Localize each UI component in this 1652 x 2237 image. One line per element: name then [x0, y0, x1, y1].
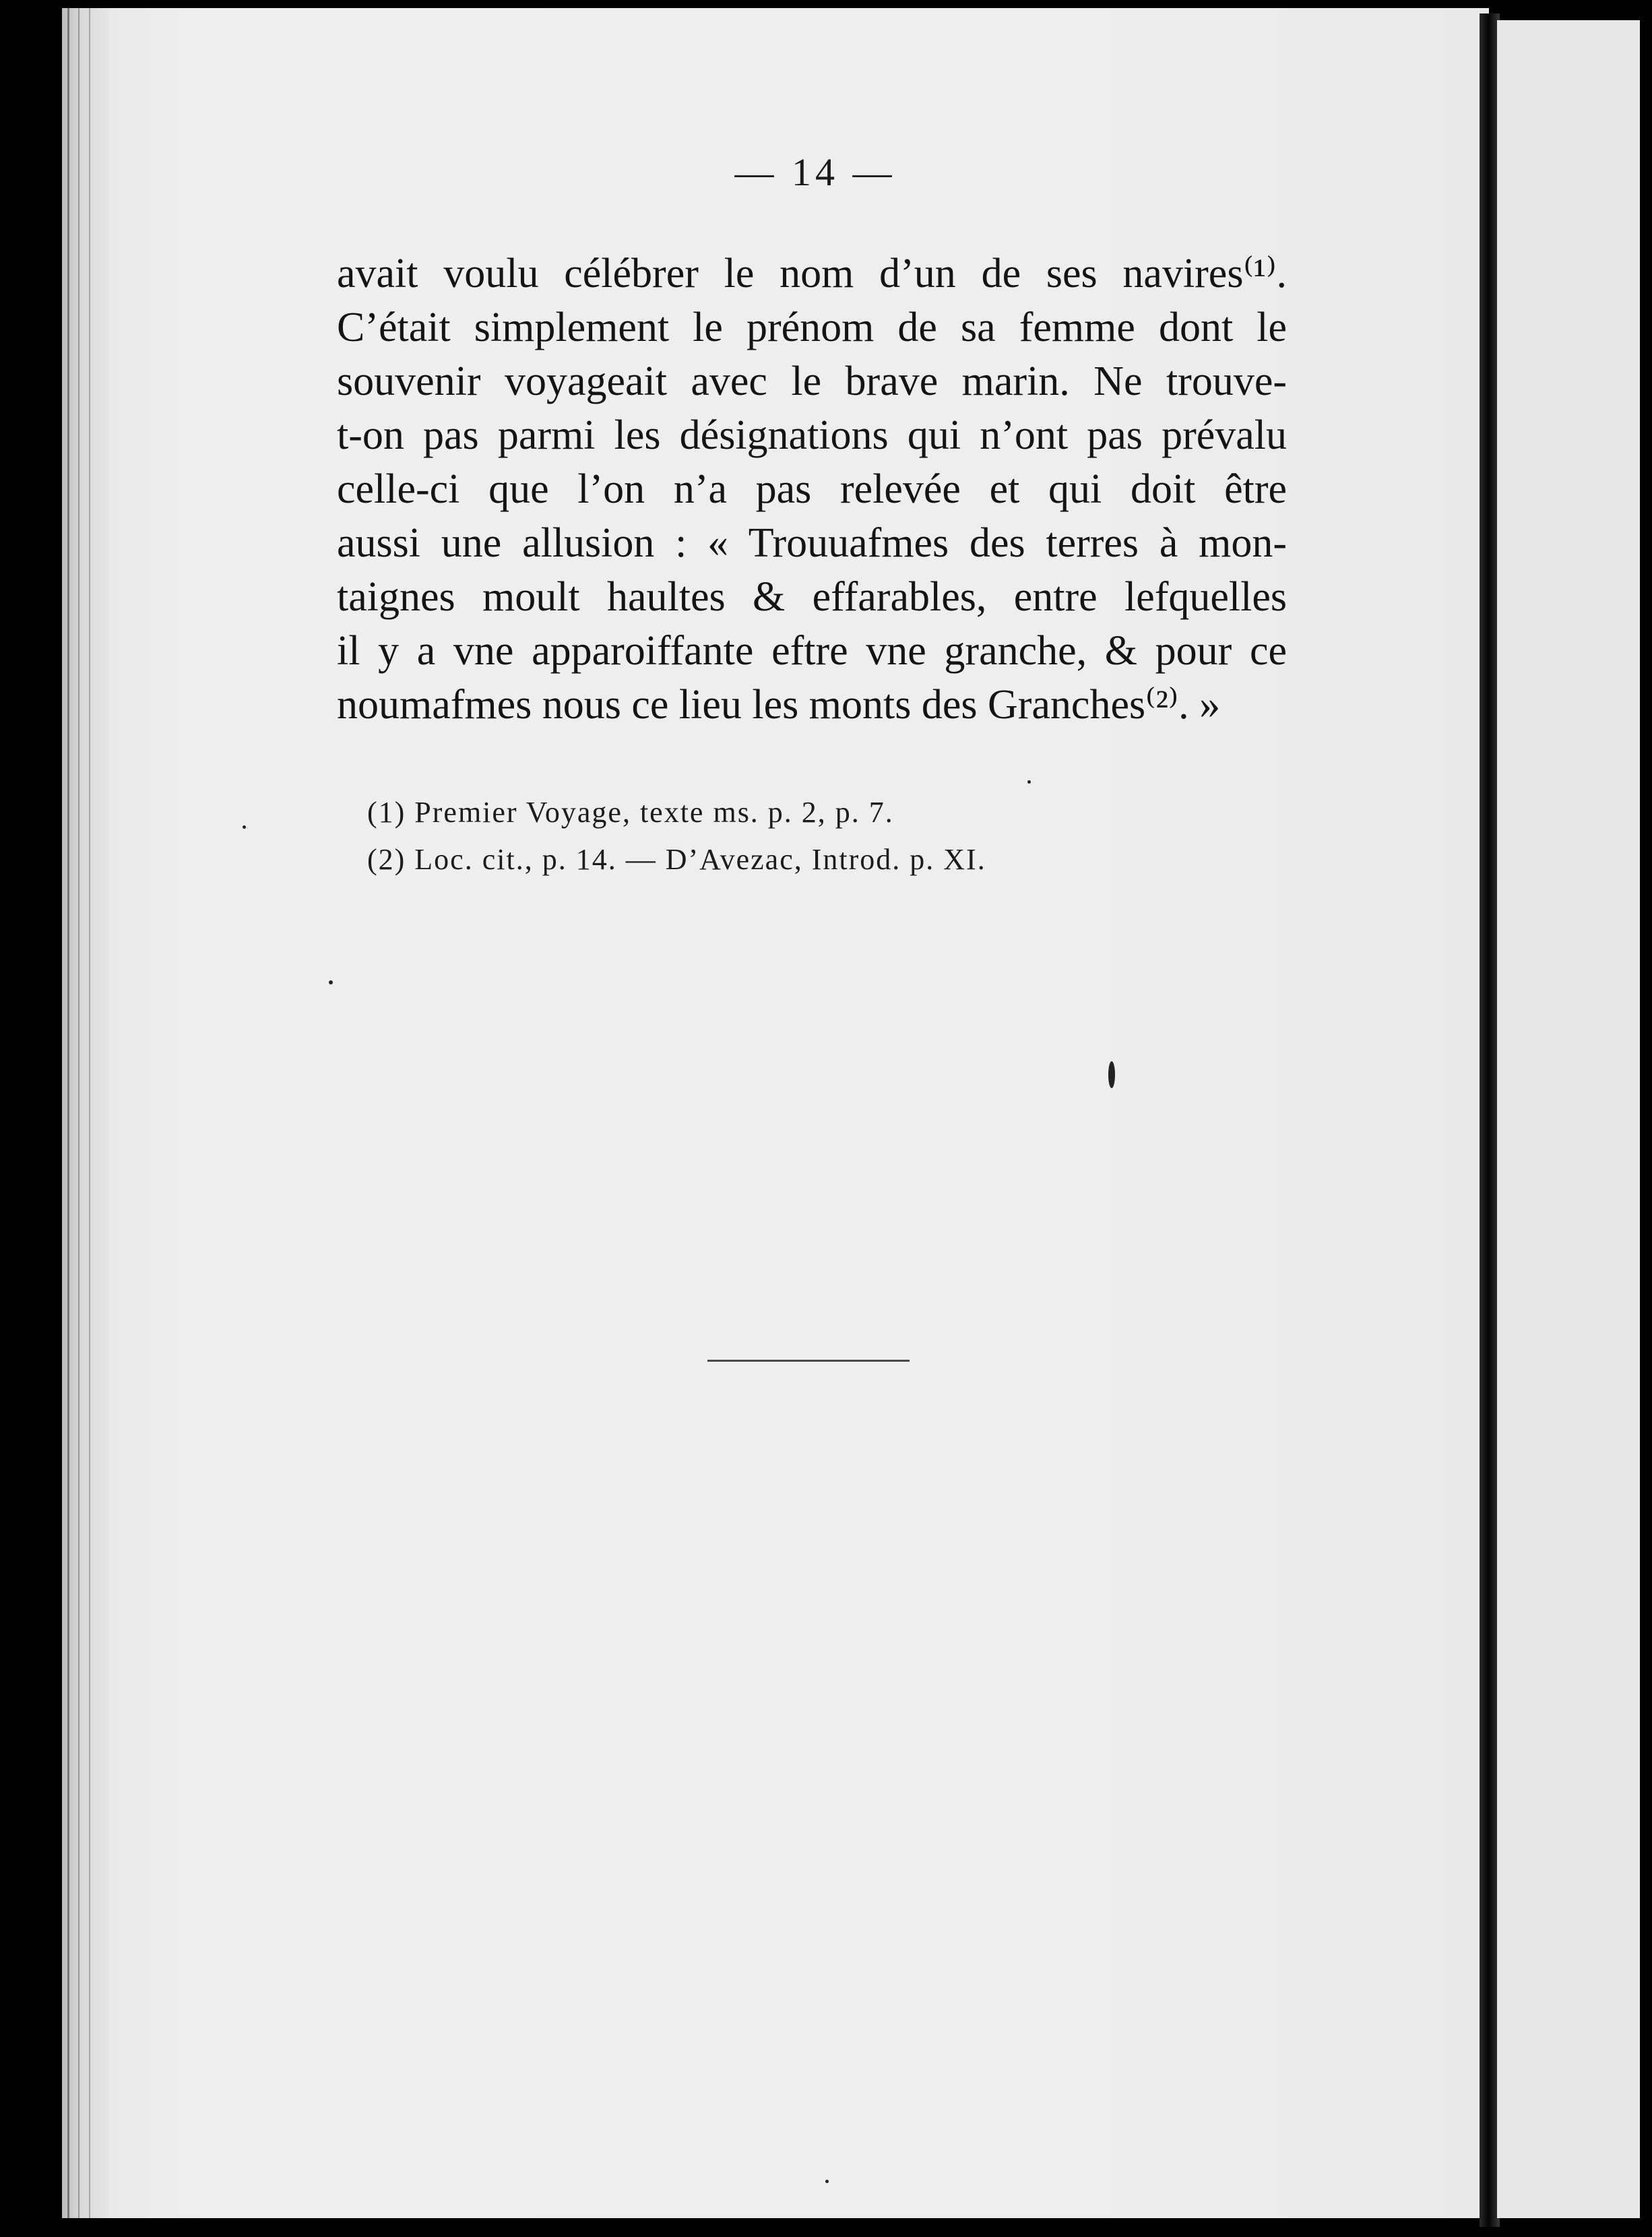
scan-speck	[329, 980, 333, 984]
scan-speck	[243, 825, 246, 829]
body-text-line: souvenir voyageait avec le brave marin. Ne trouve-	[337, 358, 1287, 404]
scan-speck	[825, 2180, 829, 2183]
body-text-line: celle-ci que l’on n’a pas relevée et qui doit être	[337, 466, 1287, 512]
body-text-line: avait voulu célébrer le nom d’un de ses navires⁽¹⁾.	[337, 251, 1287, 296]
page-edge-line	[78, 8, 80, 2218]
adjacent-page	[1497, 20, 1640, 2218]
body-text-line: taignes moult haultes & effarables, entre lefquelles	[337, 574, 1287, 620]
body-text-line: C’était simplement le prénom de sa femme dont le	[337, 305, 1287, 350]
page-number: — 14 —	[734, 150, 896, 194]
footnote: (1) Premier Voyage, texte ms. p. 2, p. 7.	[367, 796, 894, 829]
body-text-line: il y a vne apparoiffante eftre vne granche, & pour ce	[337, 628, 1287, 674]
footnote: (2) Loc. cit., p. 14. — D’Avezac, Introd. p. XI.	[367, 843, 986, 876]
scan-speck	[1027, 780, 1031, 784]
end-rule	[707, 1360, 910, 1362]
body-text-line: aussi une allusion : « Trouuafmes des terres à mon-	[337, 520, 1287, 566]
page-edge-line	[89, 8, 90, 2218]
scan-speck	[1108, 1061, 1115, 1088]
body-text-line: t-on pas parmi les désignations qui n’ont pas prévalu	[337, 412, 1287, 458]
body-text-line: noumafmes nous ce lieu les monts des Granches⁽²⁾. »	[337, 682, 1221, 728]
page-edge-line	[67, 8, 69, 2218]
